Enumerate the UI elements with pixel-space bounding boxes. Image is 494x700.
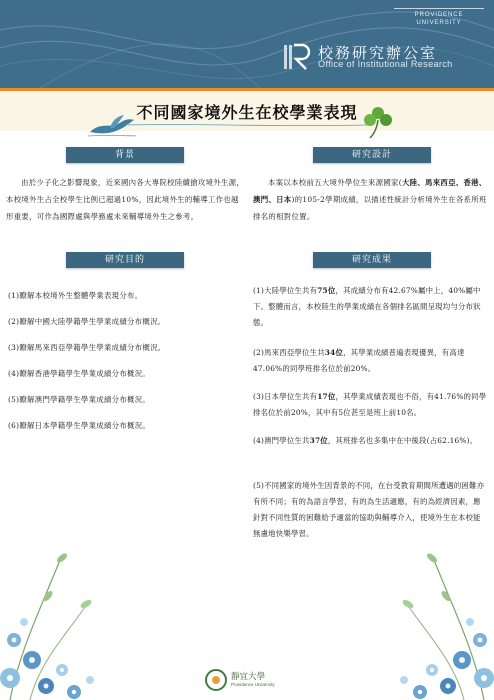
result-item: (3)日本學位生共有17位，其學業成績表現也不俗，有41.76%的同學排名位於前20%，其中有5位甚至是班上前10名。	[253, 392, 487, 417]
header-bar	[0, 0, 494, 88]
purpose-item: (2)瞭解中國大陸學籍學生學業成績分布概況。	[8, 317, 166, 326]
purpose-item: (6)瞭解日本學籍學生學業成績分布概況。	[8, 421, 151, 430]
page-title: 不同國家境外生在校學業表現	[136, 103, 358, 122]
result-item: (4)澳門學位生共37位，其班排名也多集中在中後段(占62.16%)。	[253, 436, 478, 445]
office-logo-icon	[282, 42, 312, 72]
university-logo	[205, 669, 289, 695]
purpose-item: (3)瞭解馬來西亞學籍學生學業成績分布概況。	[8, 343, 166, 352]
design-heading: 研究設計	[313, 147, 431, 163]
university-name-zh: 靜宜大學	[231, 672, 266, 682]
design-text: 本案以本校前五大境外學位生來源國家(大陸、馬來西亞、香港、澳門、日本)的105-2學期成績，以描述性統計分析境外生在各系所班排名的相對位置。	[253, 178, 487, 221]
purpose-item: (5)瞭解澳門學籍學生學業成績分布概況。	[8, 395, 151, 404]
purpose-item: (4)瞭解香港學籍學生學業成績分布概況。	[8, 369, 151, 378]
background-heading: 背景	[66, 147, 184, 163]
background-text: 由於少子化之影響現象，近來國內各大專院校陸續搶攻境外生源，本校境外生占全校學生比例已超過10%，因此境外生的輔導工作也越形重要，可作為國際處與學務處未來輔導境外生之參考。	[6, 178, 245, 221]
purpose-item: (1)瞭解本校境外生整體學業表現分布。	[8, 291, 143, 300]
university-name-en: PROVIDENCE UNIVERSITY	[394, 6, 484, 27]
result-item: (1)大陸學位生共有75位，其成績分布有42.67%屬中上，40%屬中下。整體而言，本校陸生的學業成績在各個排名區間呈現均勻分布狀態。	[253, 286, 481, 327]
university-name-en-small: Providence University	[231, 682, 275, 687]
office-name-en: Office of Institutional Research	[318, 59, 453, 69]
flower-decoration-left	[0, 500, 120, 700]
result-item: (5)不同國家的境外生因背景的不同，在台受教育期間所遭遇的困難亦有所不同；有的為語言學習，有的為生活適應，有的為經濟因素，應針對不同性質的困難給予適當的協助與輔導介入，使境外生在本校能無慮地快樂學習。	[253, 481, 485, 538]
office-name-zh: 校務研究辦公室	[318, 44, 438, 62]
purpose-heading: 研究目的	[66, 252, 184, 268]
results-heading: 研究成果	[313, 252, 431, 268]
university-seal-icon	[205, 669, 227, 691]
result-item: (2)馬來西亞學位生共34位，其學業成績普遍表現優異，有高達47.06%的同學班排名位於前20%。	[253, 348, 465, 373]
